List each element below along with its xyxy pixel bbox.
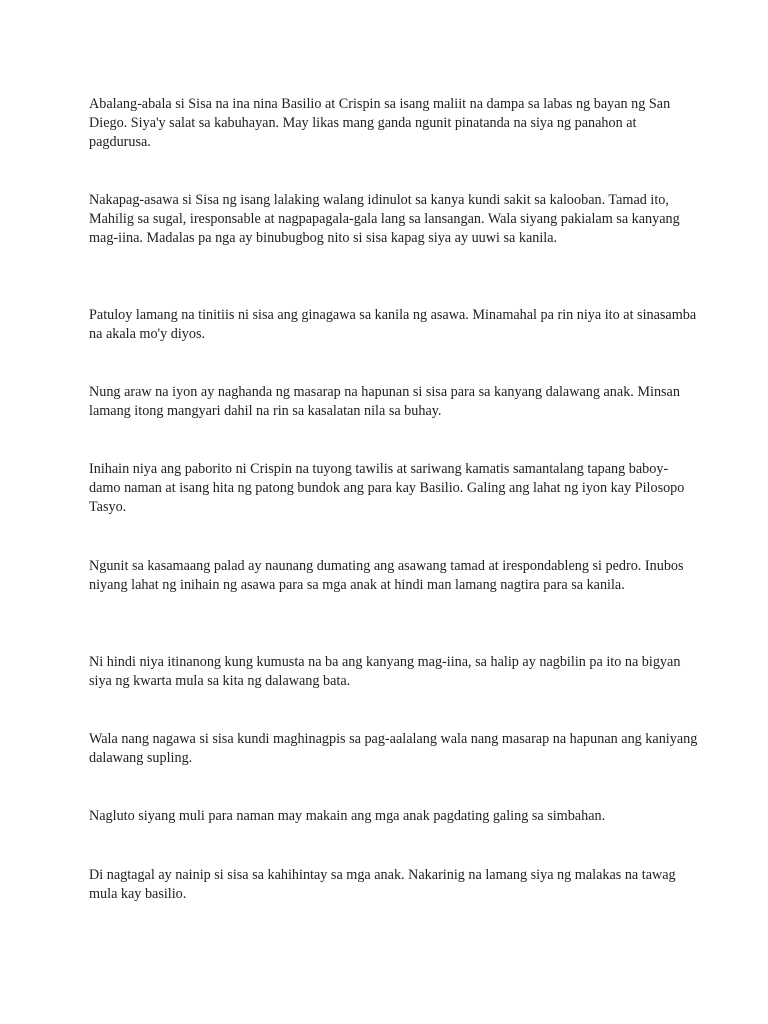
paragraph-8: Wala nang nagawa si sisa kundi maghinagpis sa pag-aalalang wala nang masarap na hapunan ang kaniyang dalawang supling.: [89, 731, 698, 766]
paragraph-1: Abalang-abala si Sisa na ina nina Basilio at Crispin sa isang maliit na dampa sa labas ng bayan ng San Diego. Siya'y salat sa kabuhayan. May likas mang ganda ngunit pinatanda na siya ng panahon at pagdurusa.: [89, 96, 671, 150]
paragraph-2: Nakapag-asawa si Sisa ng isang lalaking walang idinulot sa kanya kundi sakit sa kalooban. Tamad ito, Mahilig sa sugal, iresponsable at nagpapagala-gala lang sa lansangan. Wala siyang pakialam sa kanyang mag-iina. Madalas pa nga ay binubugbog nito si sisa kapag siya ay uuwi sa kanila.: [89, 192, 680, 246]
paragraph-9: Nagluto siyang muli para naman may makain ang mga anak pagdating galing sa simbahan.: [89, 808, 606, 824]
paragraph-4: Nung araw na iyon ay naghanda ng masarap na hapunan si sisa para sa kanyang dalawang anak. Minsan lamang itong mangyari dahil na rin sa kasalatan nila sa buhay.: [89, 384, 680, 419]
paragraph-6: Ngunit sa kasamaang palad ay naunang dumating ang asawang tamad at irespondableng si pedro. Inubos niyang lahat ng inihain ng asawa para sa mga anak at hindi man lamang nagtira para sa kanila.: [89, 558, 684, 593]
paragraph-10: Di nagtagal ay nainip si sisa sa kahihintay sa mga anak. Nakarinig na lamang siya ng malakas na tawag mula kay basilio.: [89, 867, 676, 902]
paragraph-5: Inihain niya ang paborito ni Crispin na tuyong tawilis at sariwang kamatis samantalang tapang baboy-damo naman at isang hita ng patong bundok ang para kay Basilio. Galing ang lahat ng iyon kay Pilosopo Tasyo.: [89, 461, 685, 515]
paragraph-7: Ni hindi niya itinanong kung kumusta na ba ang kanyang mag-iina, sa halip ay nagbilin pa ito na bigyan siya ng kwarta mula sa kita ng dalawang bata.: [89, 654, 681, 689]
paragraph-3: Patuloy lamang na tinitiis ni sisa ang ginagawa sa kanila ng asawa. Minamahal pa rin niya ito at sinasamba na akala mo'y diyos.: [89, 307, 697, 342]
